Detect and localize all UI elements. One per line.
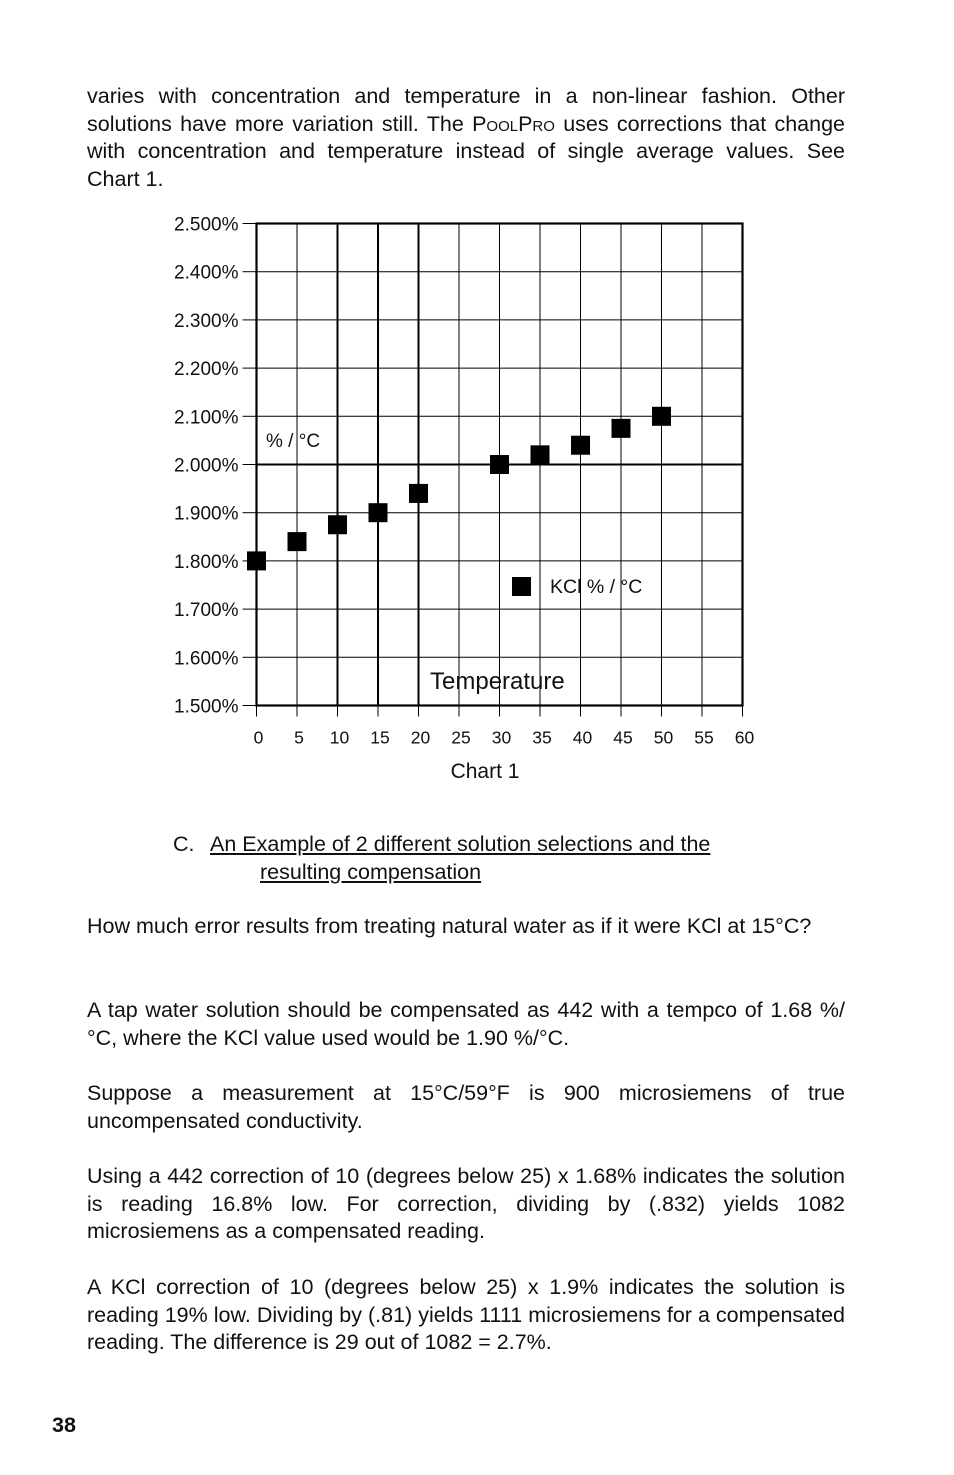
x-tick-label: 5 bbox=[294, 727, 304, 748]
x-tick-label: 30 bbox=[491, 727, 512, 748]
x-axis-ticks bbox=[254, 706, 755, 748]
paragraph-measurement: Suppose a measurement at 15°C/59°F is 900 microsiemens of true uncompensated conductivity. bbox=[87, 1081, 845, 1133]
data-point bbox=[531, 445, 550, 464]
x-tick-label: 45 bbox=[613, 727, 633, 748]
legend-marker bbox=[512, 577, 531, 596]
x-tick-label: 50 bbox=[653, 727, 674, 748]
data-point bbox=[571, 436, 590, 455]
intro-text-1: varies with concentration and temperature in a non-linear fashion. Other solutions have more variation still. The bbox=[87, 84, 845, 136]
x-tick-label: 35 bbox=[532, 727, 552, 748]
y-tick-label: 2.500% bbox=[174, 214, 239, 236]
data-point bbox=[369, 503, 388, 522]
paragraph-question: How much error results from treating natural water as if it were KCl at 15°C? bbox=[87, 914, 812, 938]
y-unit-label: % / °C bbox=[266, 431, 321, 452]
section-title-line-1: An Example of 2 different solution selections and the bbox=[210, 832, 711, 856]
data-point bbox=[490, 455, 509, 474]
x-tick-label: 0 bbox=[253, 727, 264, 748]
y-tick-label: 2.100% bbox=[174, 407, 239, 429]
paragraph-442-correction: Using a 442 correction of 10 (degrees below 25) x 1.68% indicates the solution is reading 16.8% low. For correction, dividing by (.832) yields 1082 microsiemens as a compensated reading. bbox=[87, 1164, 845, 1243]
intro-text-2: uses corrections that change with concentration and temperature instead of single average values. See Chart 1. bbox=[87, 111, 845, 191]
data-point bbox=[409, 484, 428, 503]
paragraph-tap-water: A tap water solution should be compensated as 442 with a tempco of 1.68 %/°C, where the KCl value used would be 1.90 %/°C. bbox=[87, 998, 845, 1050]
y-tick-label: 1.600% bbox=[174, 648, 239, 670]
legend-label: KCl % / °C bbox=[550, 576, 643, 598]
y-tick-label: 1.800% bbox=[174, 551, 239, 573]
section-title-line-2: resulting compensation bbox=[260, 860, 482, 884]
x-tick-label: 25 bbox=[451, 727, 471, 748]
x-tick-label: 60 bbox=[734, 727, 755, 748]
y-tick-label: 1.500% bbox=[174, 696, 239, 718]
data-point bbox=[328, 515, 347, 534]
x-tick-label: 10 bbox=[329, 727, 350, 748]
y-tick-label: 2.200% bbox=[174, 359, 239, 381]
y-tick-label: 1.700% bbox=[174, 600, 239, 622]
y-tick-label: 2.300% bbox=[174, 310, 239, 332]
x-tick-label: 40 bbox=[572, 727, 593, 748]
y-tick-label: 2.400% bbox=[174, 262, 239, 284]
y-tick-label: 2.000% bbox=[174, 455, 239, 477]
page-number: 38 bbox=[52, 1413, 76, 1437]
intro-paragraph bbox=[87, 83, 845, 193]
section-letter: C. bbox=[173, 832, 195, 856]
paragraph-kcl-correction: A KCl correction of 10 (degrees below 25) x 1.9% indicates the solution is reading 19% low. Dividing by (.81) yields 1111 microsiemens for a compensated reading. The difference is 29 out of 1082 = 2.7%. bbox=[87, 1275, 845, 1354]
data-point bbox=[652, 407, 671, 426]
y-tick-label: 1.900% bbox=[174, 503, 239, 525]
brand-name: PoolPro bbox=[472, 111, 555, 136]
x-axis-label: Temperature bbox=[430, 668, 565, 695]
x-tick-label: 55 bbox=[694, 727, 714, 748]
data-point bbox=[288, 532, 307, 551]
chart-1 bbox=[150, 205, 770, 795]
data-point bbox=[612, 419, 631, 438]
data-point bbox=[247, 551, 266, 570]
x-tick-label: 15 bbox=[370, 727, 390, 748]
y-axis-ticks bbox=[174, 215, 256, 718]
x-tick-label: 20 bbox=[410, 727, 431, 748]
chart-caption: Chart 1 bbox=[450, 760, 520, 783]
